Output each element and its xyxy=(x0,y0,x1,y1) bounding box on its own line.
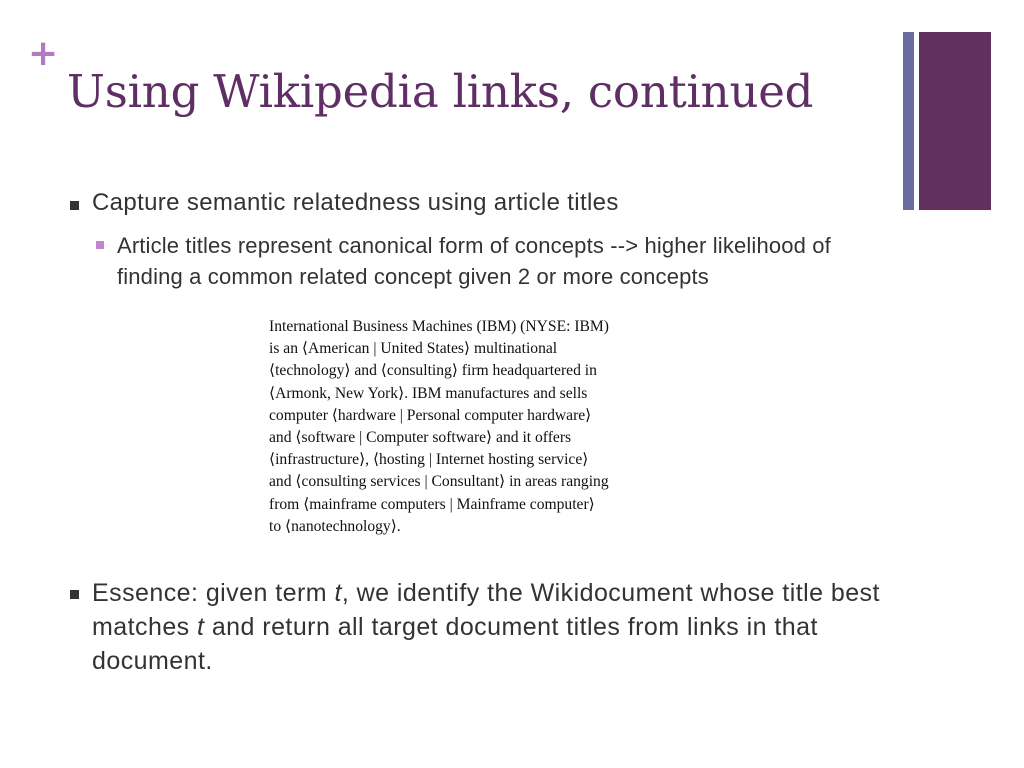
bullet-square-icon xyxy=(70,201,79,210)
excerpt-line: ⟨infrastructure⟩, ⟨hosting | Internet hosting service⟩ xyxy=(269,451,589,469)
excerpt-line: to ⟨nanotechnology⟩. xyxy=(269,517,401,535)
excerpt-line: International Business Machines (IBM) (NYSE: IBM) xyxy=(269,318,609,335)
excerpt-line: ⟨technology⟩ and ⟨consulting⟩ firm headquartered in xyxy=(269,362,597,380)
essence-text-part: and return all target document titles from links in that document. xyxy=(92,613,818,675)
bullet-essence xyxy=(92,576,912,678)
bullet-capture-semantic: Capture semantic relatedness using article titles xyxy=(92,189,619,216)
slide-title: Using Wikipedia links, continued xyxy=(67,65,814,118)
term-t-italic: t xyxy=(197,613,205,641)
essence-text-part: Essence: given term xyxy=(92,579,335,607)
excerpt-line: is an ⟨American | United States⟩ multinational xyxy=(269,340,558,358)
bullet-square-icon xyxy=(70,590,79,599)
decorative-bar-thin xyxy=(903,32,914,210)
excerpt-line: and ⟨software | Computer software⟩ and it offers xyxy=(269,429,572,447)
term-t-italic: t xyxy=(334,579,342,607)
excerpt-line: and ⟨consulting services | Consultant⟩ in areas ranging xyxy=(269,473,609,491)
excerpt-line: ⟨Armonk, New York⟩. IBM manufactures and sells xyxy=(269,384,588,402)
wikipedia-excerpt xyxy=(269,316,669,540)
sub-bullet-article-titles: Article titles represent canonical form of concepts --> higher likelihood of finding a common related concept given 2 or more concepts xyxy=(117,233,831,289)
excerpt-line: from ⟨mainframe computers | Mainframe computer⟩ xyxy=(269,495,595,513)
plus-icon: + xyxy=(28,33,59,74)
essence-text-part: , we identify the Wikidocument whose title best matches xyxy=(92,579,880,641)
excerpt-line: computer ⟨hardware | Personal computer hardware⟩ xyxy=(269,406,592,424)
sub-bullet-square-icon xyxy=(96,241,104,249)
decorative-bar-wide xyxy=(919,32,991,210)
